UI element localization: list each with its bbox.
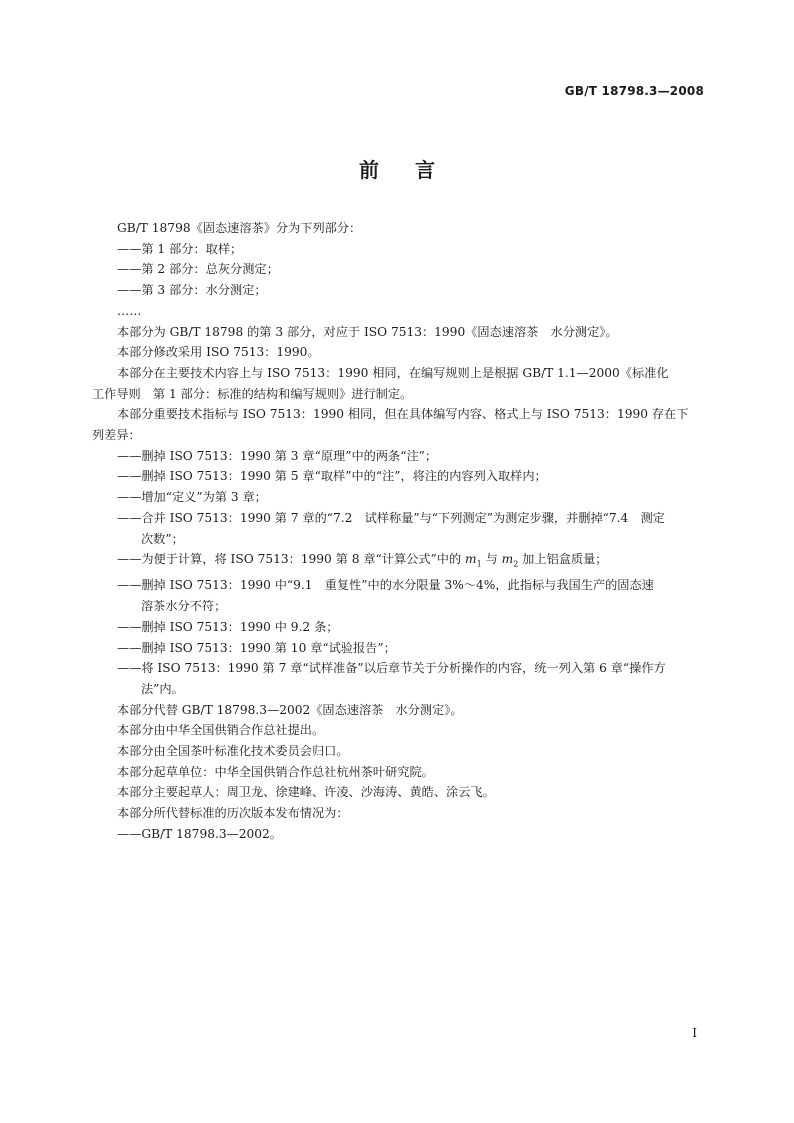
formula-sub2: 2 (513, 559, 519, 569)
preface-body (92, 218, 707, 845)
list-item: ——第 2 部分：总灰分测定； (117, 262, 279, 277)
list-item-continuation: 法”内。 (141, 681, 184, 696)
formula-tail: 加上铝盒质量； (522, 552, 608, 567)
page-number: I (692, 1026, 697, 1040)
list-item: ——第 3 部分：水分测定； (117, 283, 267, 298)
list-item: ——GB/T 18798.3—2002。 (117, 826, 282, 841)
list-item: ——合并 ISO 7513：1990 第 7 章的“7.2 试样称量”与“下列测定”为测定步骤，并删掉“7.4 测定 (117, 510, 665, 525)
paragraph: 本部分重要技术指标与 ISO 7513：1990 相同，但在具体编写内容、格式上与 ISO 7513：1990 存在下 (117, 407, 689, 422)
list-item: ——删掉 ISO 7513：1990 中“9.1 重复性”中的水分限量 3%～4%，此指标与我国生产的固态速 (117, 578, 654, 593)
list-item-text: ——为便于计算，将 ISO 7513：1990 第 8 章“计算公式”中的 (117, 552, 462, 567)
paragraph: 本部分由中华全国供销合作总社提出。 (117, 723, 325, 738)
list-item (117, 549, 707, 575)
paragraph: 本部分由全国茶叶标准化技术委员会归口。 (117, 744, 349, 759)
standard-code: GB/T 18798.3—2008 (564, 84, 704, 98)
paragraph: GB/T 18798《固态速溶茶》分为下列部分： (117, 221, 362, 235)
paragraph: 本部分代替 GB/T 18798.3—2002《固态速溶茶 水分测定》。 (117, 702, 463, 717)
formula-m2: m (501, 552, 514, 567)
paragraph-continuation: 列差异： (92, 428, 141, 443)
paragraph: 本部分起草单位：中华全国供销合作总社杭州茶叶研究院。 (117, 764, 434, 779)
paragraph: 本部分在主要技术内容上与 ISO 7513：1990 相同，在编写规则上是根据 GB/T 1.1—2000《标准化 (117, 365, 669, 380)
list-item: ——删掉 ISO 7513：1990 第 5 章“取样”中的“注”，将注的内容列入取样内； (117, 469, 547, 484)
paragraph: 本部分为 GB/T 18798 的第 3 部分，对应于 ISO 7513：1990《固态速溶茶 水分测定》。 (117, 324, 618, 339)
paragraph-continuation: 工作导则 第 1 部分：标准的结构和编写规则》进行制定。 (92, 386, 413, 401)
list-item: ——删掉 ISO 7513：1990 第 10 章“试验报告”； (117, 640, 396, 655)
list-item: ——增加“定义”为第 3 章； (117, 490, 267, 505)
list-item: ——将 ISO 7513：1990 第 7 章“试样准备”以后章节关于分析操作的内容，统一列入第 6 章“操作方 (117, 661, 666, 676)
list-item-continuation: 溶茶水分不符； (141, 599, 227, 614)
list-item: ——删掉 ISO 7513：1990 第 3 章“原理”中的两条“注”； (117, 448, 438, 463)
formula-conj: 与 (485, 552, 498, 567)
paragraph: 本部分修改采用 ISO 7513：1990。 (117, 345, 320, 360)
list-item-continuation: 次数”； (141, 531, 184, 546)
page-title: 前言 (359, 158, 471, 182)
paragraph: 本部分所代替标准的历次版本发布情况为： (117, 806, 349, 821)
list-item: ——删掉 ISO 7513：1990 中 9.2 条； (117, 619, 339, 634)
formula-m1: m (465, 552, 477, 567)
ellipsis: …… (117, 303, 142, 318)
paragraph: 本部分主要起草人：周卫龙、徐建峰、许凌、沙海涛、黄皓、涂云飞。 (117, 785, 495, 800)
formula-sub1: 1 (476, 559, 482, 569)
list-item: ——第 1 部分：取样； (117, 241, 243, 256)
